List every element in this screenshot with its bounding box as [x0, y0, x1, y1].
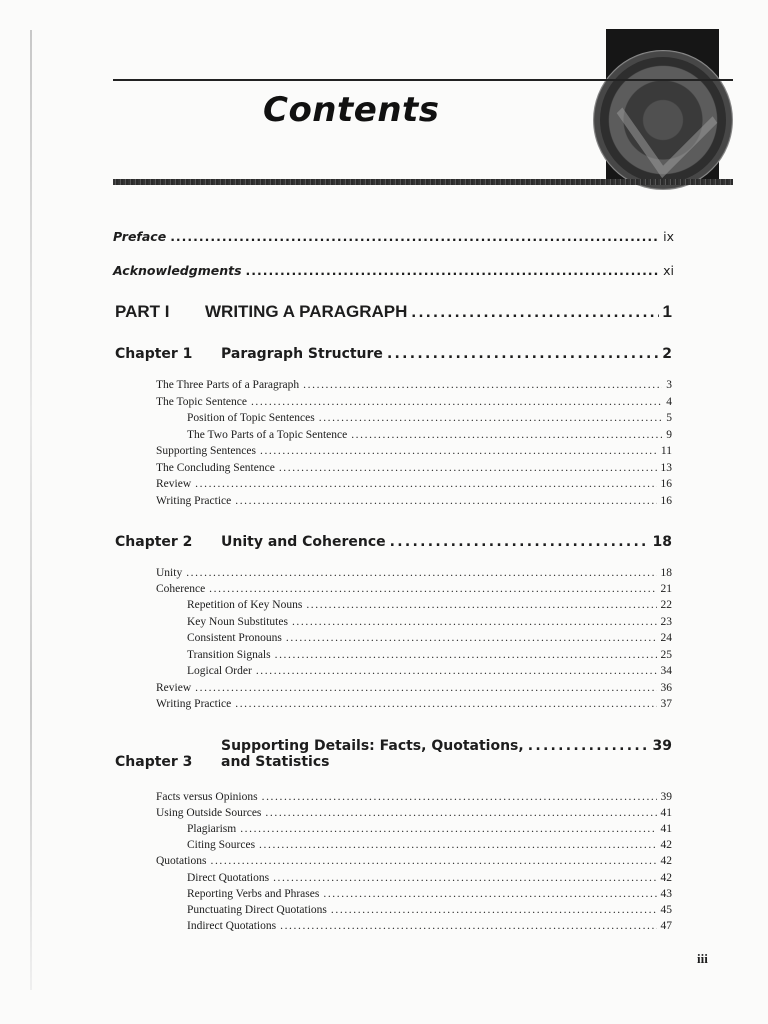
toc-entry-page: xi: [663, 263, 674, 278]
section-label: Repetition of Key Nouns: [187, 599, 303, 611]
section-label: Punctuating Direct Quotations: [187, 904, 327, 916]
section-label: Citing Sources: [187, 839, 256, 851]
section-page: 11: [660, 445, 672, 457]
toc-section[interactable]: [156, 807, 672, 819]
toc-subsection[interactable]: [187, 839, 672, 851]
toc-section[interactable]: [156, 567, 672, 579]
toc-subsection[interactable]: [187, 412, 672, 424]
chapter-title: Unity and Coherence: [221, 534, 386, 550]
chapter-number: Chapter 2: [115, 534, 193, 550]
toc-subsection[interactable]: [187, 632, 672, 644]
section-label: Transition Signals: [187, 649, 271, 661]
scan-edge: [30, 30, 32, 990]
dot-leader: [273, 872, 656, 884]
toc-subsection[interactable]: [187, 665, 672, 677]
section-label: The Two Parts of a Topic Sentence: [187, 429, 348, 441]
chapter-title-line2: and Statistics: [221, 754, 330, 770]
section-label: The Three Parts of a Paragraph: [156, 379, 300, 391]
header-rule-top: [113, 79, 733, 81]
section-page: 25: [660, 649, 672, 661]
dot-leader: [195, 478, 656, 490]
dot-leader: [259, 839, 656, 851]
section-page: 45: [660, 904, 672, 916]
section-page: 37: [660, 698, 672, 710]
section-page: 3: [666, 379, 672, 391]
dot-leader: [390, 534, 649, 550]
section-label: Logical Order: [187, 665, 252, 677]
section-page: 16: [660, 495, 672, 507]
section-page: 39: [660, 791, 672, 803]
section-page: 13: [660, 462, 672, 474]
toc-section[interactable]: [156, 855, 672, 867]
page-number: iii: [697, 951, 708, 966]
toc-chapter-1[interactable]: [115, 346, 672, 362]
part-page: 1: [662, 302, 672, 321]
chapter-heading: [115, 534, 386, 550]
toc-section[interactable]: [156, 445, 672, 457]
section-page: 42: [660, 855, 672, 867]
chapter-title: Supporting Details: Facts, Quotations,: [221, 738, 524, 754]
section-label: Quotations: [156, 855, 207, 867]
section-page: 34: [660, 665, 672, 677]
dot-leader: [195, 682, 656, 694]
section-page: 43: [660, 888, 672, 900]
dot-leader: [292, 616, 657, 628]
toc-subsection[interactable]: [187, 920, 672, 932]
toc-entry-label: Acknowledgments: [113, 263, 242, 278]
section-label: Position of Topic Sentences: [187, 412, 315, 424]
dot-leader: [170, 229, 659, 244]
toc-part-1[interactable]: [115, 302, 672, 322]
section-page: 5: [666, 412, 672, 424]
section-page: 21: [660, 583, 672, 595]
dot-leader: [265, 807, 656, 819]
section-page: 16: [660, 478, 672, 490]
toc-section[interactable]: [156, 698, 672, 710]
toc-subsection[interactable]: [187, 888, 672, 900]
dot-leader: [303, 379, 662, 391]
toc-subsection[interactable]: [187, 649, 672, 661]
toc-section[interactable]: [156, 396, 672, 408]
toc-subsection[interactable]: [187, 616, 672, 628]
chapter-page: 39: [652, 738, 672, 754]
toc-subsection[interactable]: [187, 599, 672, 611]
dot-leader: [279, 462, 657, 474]
section-page: 41: [660, 823, 672, 835]
chapter-heading: [115, 738, 524, 770]
section-page: 47: [660, 920, 672, 932]
toc-section[interactable]: [156, 495, 672, 507]
section-page: 42: [660, 872, 672, 884]
toc-section[interactable]: [156, 791, 672, 803]
dot-leader: [209, 583, 656, 595]
section-label: Reporting Verbs and Phrases: [187, 888, 320, 900]
dot-leader: [331, 904, 657, 916]
dot-leader: [275, 649, 657, 661]
toc-entry-preface[interactable]: [113, 229, 674, 244]
dot-leader: [319, 412, 663, 424]
dot-leader: [240, 823, 656, 835]
section-label: Using Outside Sources: [156, 807, 262, 819]
section-label: Key Noun Substitutes: [187, 616, 288, 628]
section-label: Writing Practice: [156, 698, 232, 710]
dot-leader: [286, 632, 657, 644]
toc-subsection[interactable]: [187, 429, 672, 441]
header-rule-bottom: [113, 179, 733, 185]
toc-entry-page: ix: [663, 229, 674, 244]
dot-leader: [210, 855, 656, 867]
section-page: 22: [660, 599, 672, 611]
dot-leader: [528, 738, 649, 754]
chapter-number: Chapter 1: [115, 346, 193, 362]
section-label: Indirect Quotations: [187, 920, 277, 932]
dot-leader: [235, 495, 656, 507]
section-page: 18: [660, 567, 672, 579]
coin-emblem-icon: [593, 50, 733, 190]
section-page: 36: [660, 682, 672, 694]
dot-leader: [262, 791, 657, 803]
section-page: 24: [660, 632, 672, 644]
part-heading: [115, 302, 407, 322]
section-label: Plagiarism: [187, 823, 237, 835]
section-label: The Topic Sentence: [156, 396, 247, 408]
dot-leader: [387, 346, 658, 362]
toc-subsection[interactable]: [187, 823, 672, 835]
chapter-number: Chapter 3: [115, 754, 193, 770]
section-label: Unity: [156, 567, 183, 579]
toc-section[interactable]: [156, 682, 672, 694]
section-label: Coherence: [156, 583, 206, 595]
dot-leader: [351, 429, 662, 441]
dot-leader: [256, 665, 657, 677]
toc-section[interactable]: [156, 379, 672, 391]
dot-leader: [260, 445, 657, 457]
toc-entry-label: Preface: [113, 229, 167, 244]
part-title: WRITING A PARAGRAPH: [205, 302, 408, 321]
dot-leader: [323, 888, 656, 900]
toc-chapter-2[interactable]: [115, 534, 672, 550]
toc-entry-acknowledgments[interactable]: [113, 263, 674, 278]
chapter-title: Paragraph Structure: [221, 346, 383, 362]
dot-leader: [186, 567, 656, 579]
section-label: Facts versus Opinions: [156, 791, 258, 803]
toc-section[interactable]: [156, 462, 672, 474]
toc-subsection[interactable]: [187, 904, 672, 916]
toc-subsection[interactable]: [187, 872, 672, 884]
dot-leader: [235, 698, 656, 710]
toc-chapter-3[interactable]: [115, 738, 672, 770]
toc-section[interactable]: [156, 583, 672, 595]
part-number: PART I: [115, 302, 170, 321]
section-label: Consistent Pronouns: [187, 632, 282, 644]
section-label: Review: [156, 682, 192, 694]
section-label: The Concluding Sentence: [156, 462, 275, 474]
section-label: Supporting Sentences: [156, 445, 256, 457]
section-label: Writing Practice: [156, 495, 232, 507]
dot-leader: [246, 263, 660, 278]
toc-section[interactable]: [156, 478, 672, 490]
section-page: 41: [660, 807, 672, 819]
chapter-heading: [115, 346, 383, 362]
page-title: Contents: [263, 90, 440, 130]
dot-leader: [306, 599, 656, 611]
section-page: 42: [660, 839, 672, 851]
section-label: Direct Quotations: [187, 872, 270, 884]
section-label: Review: [156, 478, 192, 490]
chapter-page: 2: [662, 346, 672, 362]
dot-leader: [251, 396, 662, 408]
dot-leader: [411, 302, 658, 322]
section-page: 23: [660, 616, 672, 628]
section-page: 9: [666, 429, 672, 441]
dot-leader: [280, 920, 656, 932]
chapter-page: 18: [652, 534, 672, 550]
section-page: 4: [666, 396, 672, 408]
